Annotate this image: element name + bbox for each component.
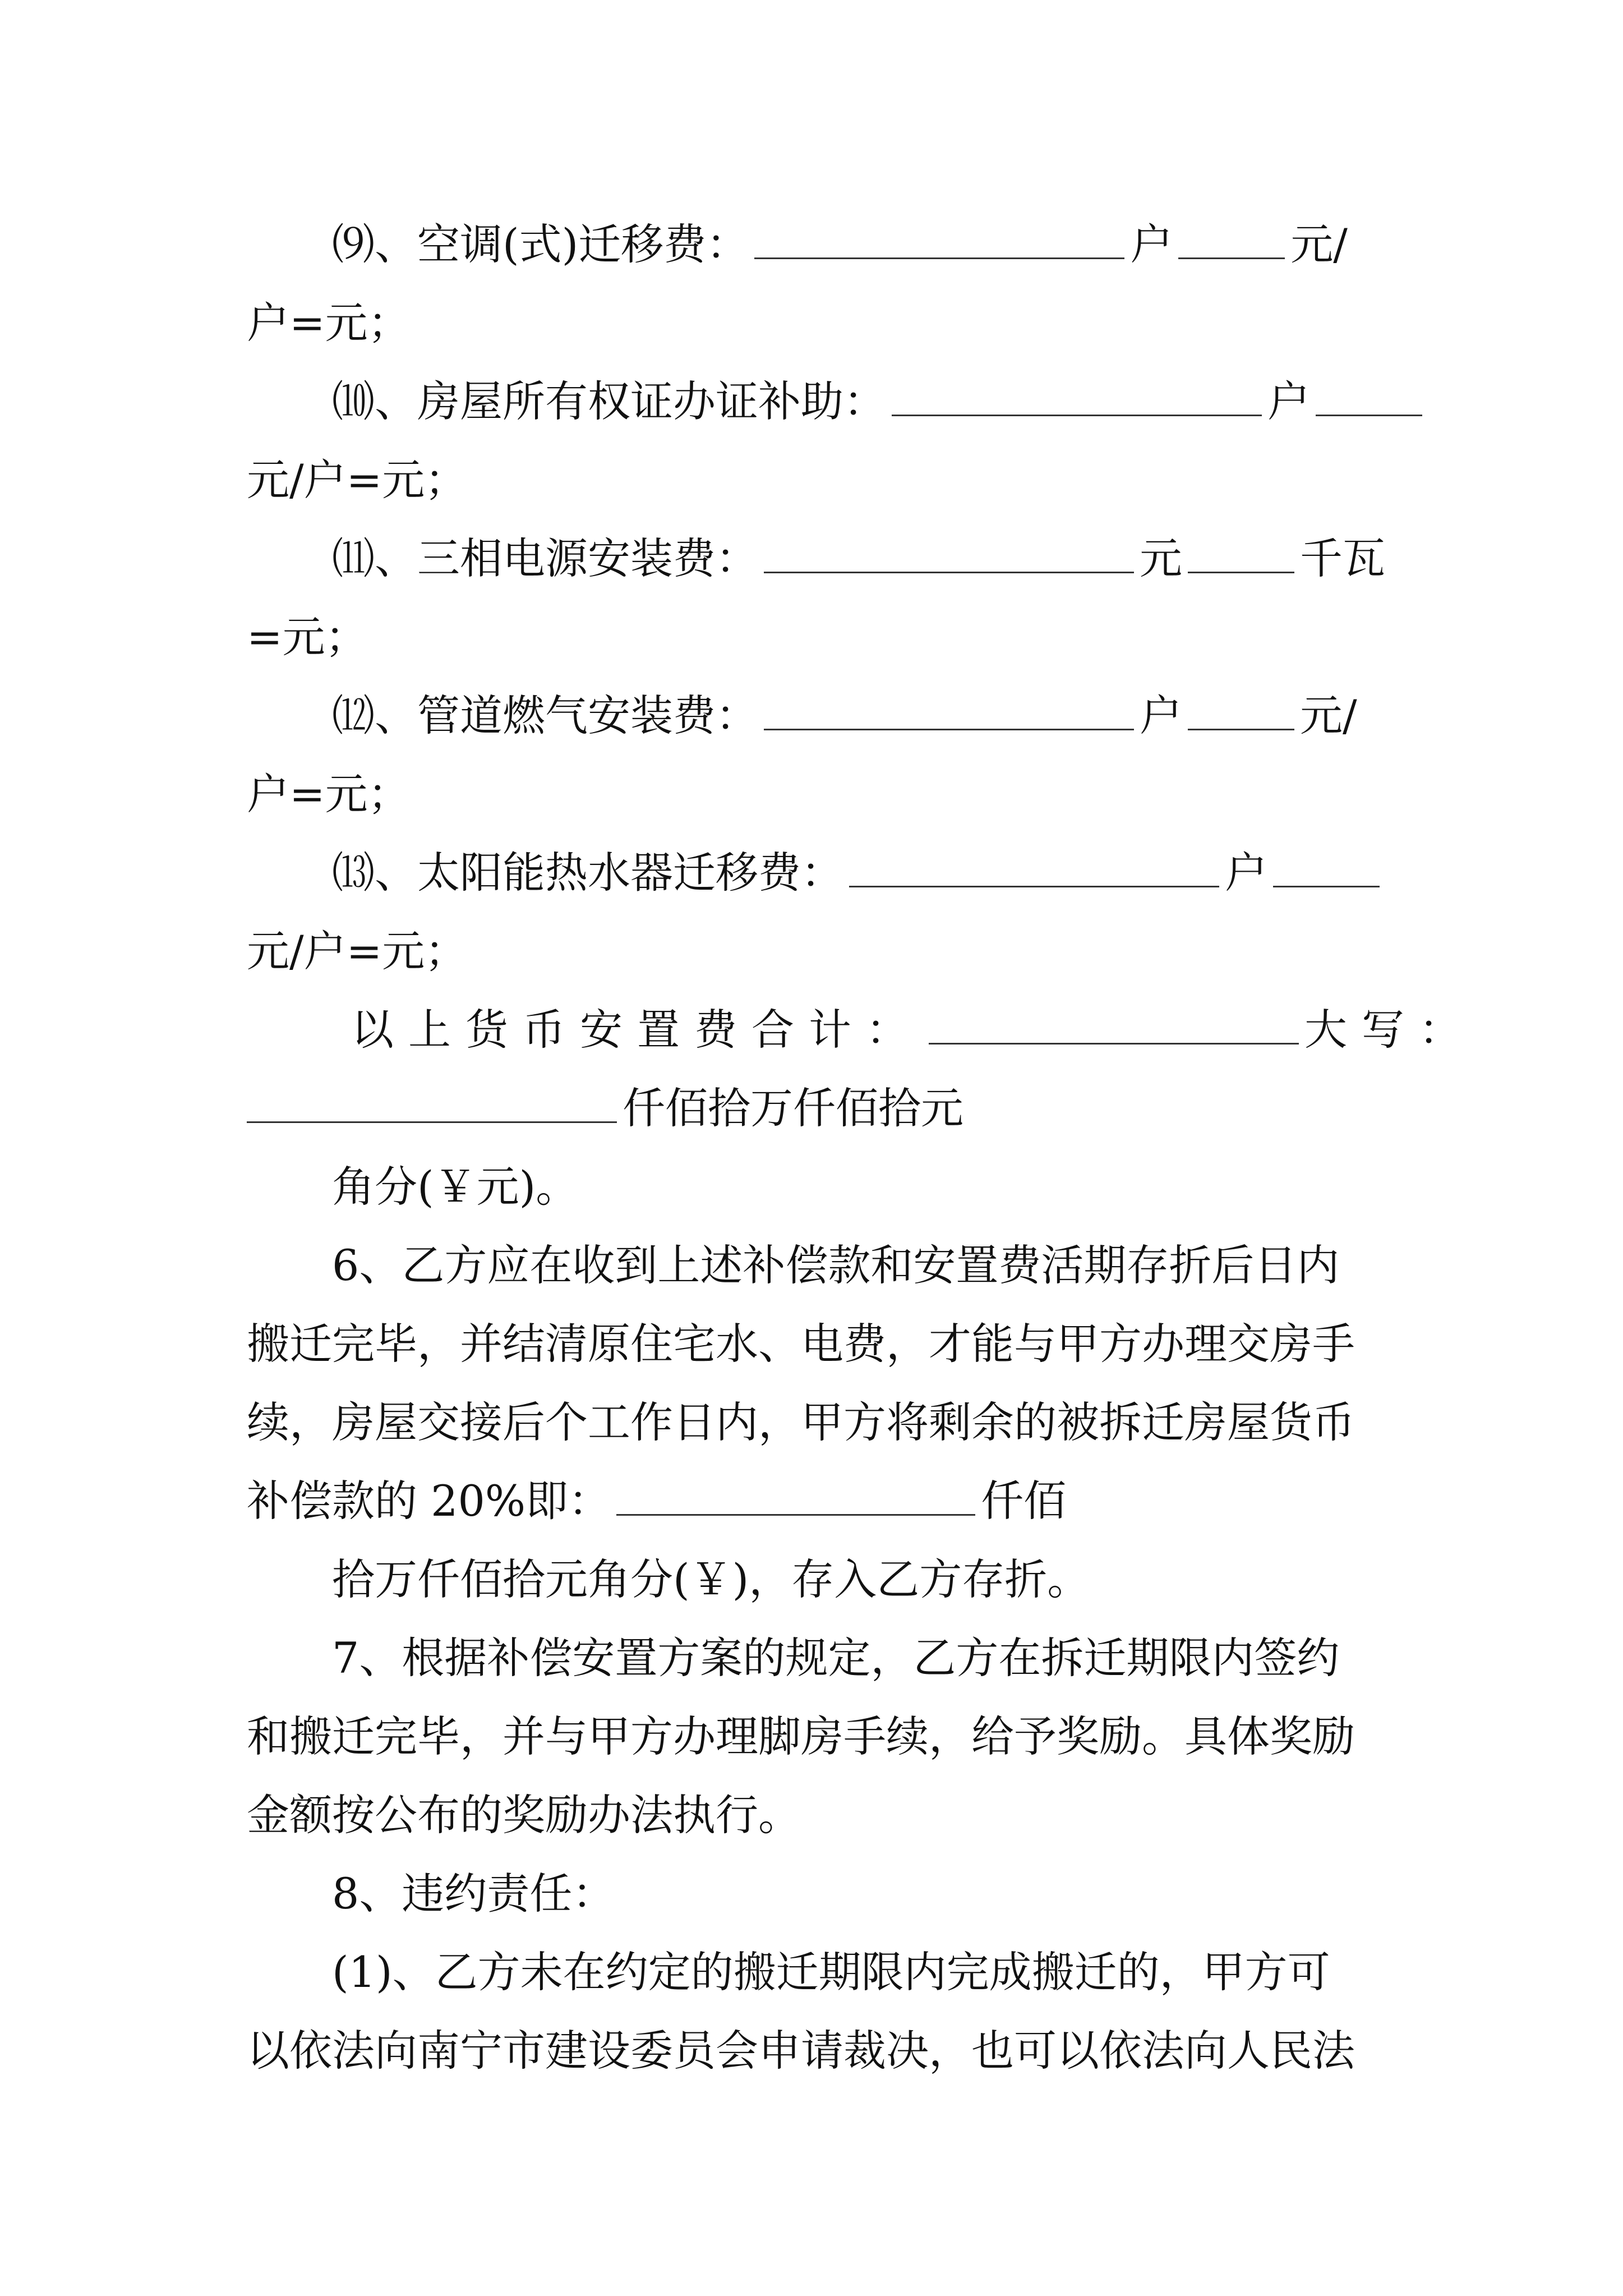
para-7-line-3: 金额按公布的奖励办法执行。 (247, 1790, 801, 1840)
blank-field[interactable] (892, 378, 1262, 416)
total-daxie-line (247, 1080, 963, 1137)
daxie-label: 大写： (1304, 1005, 1476, 1055)
item-9-line (332, 217, 1348, 273)
item-11-label: ⑾、三相电源安装费： (332, 533, 758, 583)
item-12-label: ⑿、管道燃气安装费： (332, 691, 758, 740)
blank-field[interactable] (1188, 535, 1294, 573)
item-12-line (332, 688, 1357, 744)
blank-field[interactable] (616, 1477, 975, 1516)
blank-field[interactable] (764, 535, 1134, 573)
item-10-tail: 元/户=元； (247, 455, 468, 505)
item-13-tail: 元/户=元； (247, 926, 468, 976)
unit-text: 户 (1225, 848, 1267, 898)
item-11-tail: =元； (247, 612, 368, 662)
unit-text: 户 (1140, 691, 1182, 740)
para-6-line-1: 6、乙方应在收到上述补偿款和安置费活期存折后日内 (332, 1240, 1340, 1290)
total-line (351, 1002, 1476, 1058)
unit-text: 元 (1140, 533, 1182, 583)
para-7-line-1: 7、根据补偿安置方案的规定，乙方在拆迁期限内签约 (332, 1633, 1340, 1683)
unit-text: 元/ (1300, 691, 1357, 740)
total-label: 以上货币安置费合计： (351, 1005, 923, 1055)
item-11-line (332, 531, 1385, 587)
para-6-line-2: 搬迁完毕，并结清原住宅水、电费，才能与甲方办理交房手 (247, 1319, 1355, 1369)
unit-text: 千瓦 (1300, 533, 1385, 583)
item-10-label: ⑽、房屋所有权证办证补助： (332, 376, 886, 426)
unit-text: 户 (1130, 219, 1173, 269)
para-8-title: 8、违约责任： (332, 1869, 615, 1918)
blank-field[interactable] (849, 849, 1219, 887)
blank-field[interactable] (1178, 220, 1285, 259)
blank-field[interactable] (754, 220, 1124, 259)
item-10-line (332, 374, 1428, 430)
unit-text: 户 (1267, 376, 1310, 426)
para-6-line-3: 续，房屋交接后个工作日内，甲方将剩余的被拆迁房屋货币 (247, 1397, 1355, 1447)
blank-field[interactable] (1273, 849, 1380, 887)
item-13-line (332, 845, 1385, 901)
unit-text: 元/ (1290, 219, 1348, 269)
para-7-line-2: 和搬迁完毕，并与甲方办理脚房手续，给予奖励。具体奖励 (247, 1711, 1355, 1761)
para-8-line-1: (1)、乙方未在约定的搬迁期限内完成搬迁的，甲方可 (332, 1947, 1330, 1997)
para-6-text: 补偿款的 20%即： (247, 1476, 611, 1526)
item-9-tail: 户=元； (247, 298, 411, 348)
para-8-line-2: 以依法向南宁市建设委员会申请裁决，也可以依法向人民法 (247, 2026, 1355, 2076)
blank-field[interactable] (764, 692, 1134, 730)
para-6-line-5: 拾万仟佰拾元角分(￥)，存入乙方存折。 (332, 1554, 1090, 1604)
item-9-label: ⑼、空调(式)迁移费： (332, 219, 749, 269)
para-6-line-4 (247, 1473, 1066, 1529)
total-jiao: 角分(￥元)。 (332, 1162, 579, 1212)
item-13-label: ⒀、太阳能热水器迁移费： (332, 848, 843, 898)
blank-field[interactable] (1316, 378, 1422, 416)
daxie-blank-field[interactable] (247, 1084, 617, 1123)
blank-field[interactable] (1188, 692, 1294, 730)
total-blank-field[interactable] (929, 1006, 1299, 1045)
para-6-units: 仟佰 (981, 1476, 1067, 1526)
item-12-tail: 户=元； (247, 769, 411, 819)
daxie-units: 仟佰拾万仟佰拾元 (623, 1083, 963, 1133)
